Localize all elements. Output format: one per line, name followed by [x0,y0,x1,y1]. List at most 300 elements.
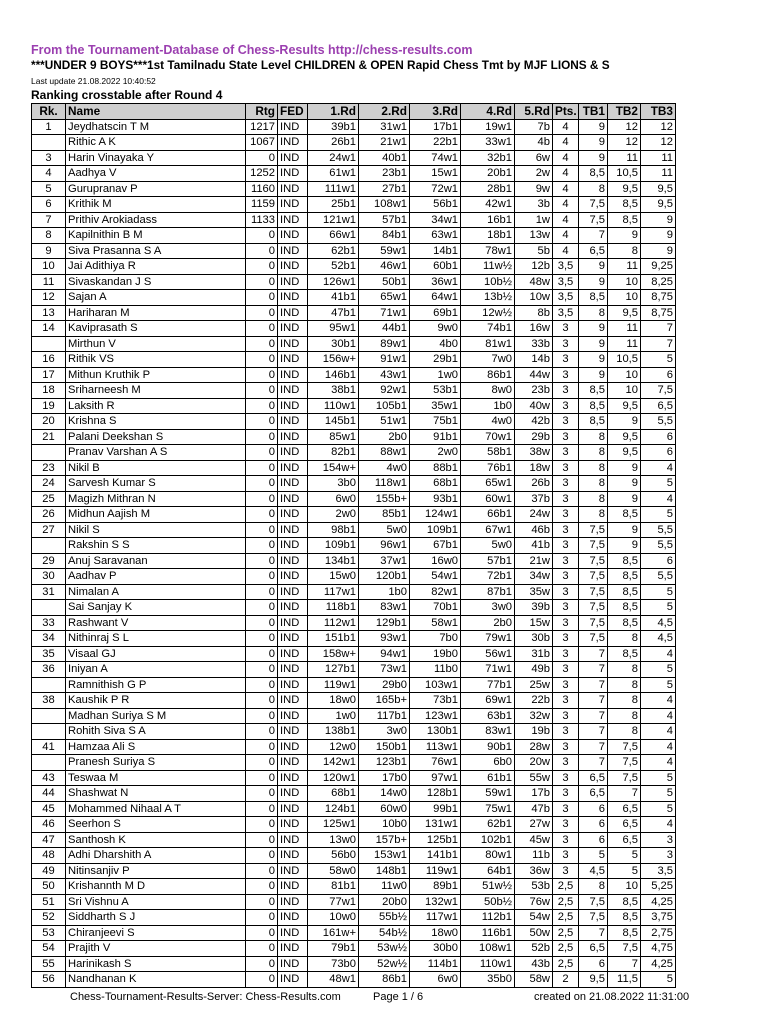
rating-cell: 0 [246,646,278,662]
points-cell: 4 [553,150,579,166]
round2-cell: 31w1 [359,119,410,135]
round2-cell: 17b0 [359,770,410,786]
name-cell: Krishna S [66,414,246,430]
points-cell: 3 [553,429,579,445]
round1-cell: 81b1 [308,879,359,895]
round2-cell: 118w1 [359,476,410,492]
fed-cell: IND [278,925,308,941]
tb2-cell: 10,5 [608,352,641,368]
tb3-cell: 8,75 [641,290,676,306]
tb1-cell: 6 [579,817,608,833]
name-cell: Nikil S [66,522,246,538]
points-cell: 3 [553,507,579,523]
fed-cell: IND [278,972,308,988]
round4-cell: 58b1 [461,445,515,461]
round4-cell: 108w1 [461,941,515,957]
rank-cell: 27 [32,522,66,538]
tb3-cell: 6 [641,429,676,445]
round4-cell: 69w1 [461,693,515,709]
tb1-cell: 6,5 [579,770,608,786]
rank-cell: 18 [32,383,66,399]
table-row [32,429,676,445]
round2-cell: 117b1 [359,708,410,724]
rating-cell: 0 [246,367,278,383]
tb1-cell: 9 [579,135,608,151]
round1-cell: 26b1 [308,135,359,151]
rating-cell: 0 [246,801,278,817]
tb1-cell: 7 [579,755,608,771]
tb2-cell: 9 [608,414,641,430]
fed-cell: IND [278,398,308,414]
tb3-cell: 3,75 [641,910,676,926]
tb1-cell: 8 [579,879,608,895]
rank-cell [32,600,66,616]
tb3-cell: 5 [641,600,676,616]
tb1-cell: 6,5 [579,941,608,957]
points-cell: 3 [553,848,579,864]
table-row [32,879,676,895]
header-row [32,104,676,120]
tb3-cell: 5,5 [641,414,676,430]
round2-cell: 37w1 [359,553,410,569]
tb2-cell: 10 [608,383,641,399]
tb2-cell: 10,5 [608,166,641,182]
tb1-cell: 8 [579,507,608,523]
fed-cell: IND [278,383,308,399]
round4-cell: 32b1 [461,150,515,166]
rank-cell [32,677,66,693]
table-row [32,181,676,197]
table-row [32,212,676,228]
round1-cell: 73b0 [308,956,359,972]
rank-cell: 17 [32,367,66,383]
round3-cell: 74w1 [410,150,461,166]
fed-cell: IND [278,119,308,135]
round2-cell: 96w1 [359,538,410,554]
table-row [32,522,676,538]
tb1-cell: 6 [579,801,608,817]
name-cell: Nithinraj S L [66,631,246,647]
rating-cell: 0 [246,786,278,802]
rank-cell: 49 [32,863,66,879]
rating-cell: 1217 [246,119,278,135]
rank-cell: 44 [32,786,66,802]
round3-cell: 7b0 [410,631,461,647]
table-row [32,956,676,972]
round3-cell: 16w0 [410,553,461,569]
round5-cell: 53b [515,879,553,895]
name-cell: Kaviprasath S [66,321,246,337]
table-row [32,631,676,647]
name-cell: Adhi Dharshith A [66,848,246,864]
rating-cell: 0 [246,817,278,833]
round1-cell: 121w1 [308,212,359,228]
col-header-rd4: 4.Rd [461,104,515,120]
round5-cell: 35w [515,584,553,600]
points-cell: 2,5 [553,910,579,926]
round5-cell: 26b [515,476,553,492]
tb2-cell: 12 [608,135,641,151]
rating-cell: 0 [246,894,278,910]
name-cell: Siddharth S J [66,910,246,926]
round2-cell: 54b½ [359,925,410,941]
name-cell: Rakshin S S [66,538,246,554]
points-cell: 3 [553,693,579,709]
round3-cell: 68b1 [410,476,461,492]
tb3-cell: 4 [641,491,676,507]
fed-cell: IND [278,662,308,678]
round1-cell: 79b1 [308,941,359,957]
round4-cell: 61b1 [461,770,515,786]
round3-cell: 76w1 [410,755,461,771]
name-cell: Nimalan A [66,584,246,600]
round3-cell: 30b0 [410,941,461,957]
round5-cell: 3b [515,197,553,213]
tb3-cell: 4 [641,693,676,709]
table-row [32,553,676,569]
round1-cell: 39b1 [308,119,359,135]
last-update: Last update 21.08.2022 10:40:52 [31,76,156,86]
round1-cell: 124b1 [308,801,359,817]
rank-cell: 53 [32,925,66,941]
tb3-cell: 7 [641,321,676,337]
rank-cell: 35 [32,646,66,662]
points-cell: 3 [553,677,579,693]
rating-cell: 0 [246,677,278,693]
name-cell: Gurupranav P [66,181,246,197]
round2-cell: 150b1 [359,739,410,755]
tb3-cell: 9 [641,212,676,228]
round3-cell: 4b0 [410,336,461,352]
round1-cell: 127b1 [308,662,359,678]
round2-cell: 23b1 [359,166,410,182]
rank-cell: 23 [32,460,66,476]
rank-cell: 36 [32,662,66,678]
points-cell: 4 [553,135,579,151]
round5-cell: 4b [515,135,553,151]
round1-cell: 85w1 [308,429,359,445]
fed-cell: IND [278,290,308,306]
round4-cell: 78w1 [461,243,515,259]
points-cell: 3 [553,755,579,771]
tb1-cell: 8 [579,476,608,492]
fed-cell: IND [278,212,308,228]
fed-cell: IND [278,724,308,740]
round4-cell: 57b1 [461,553,515,569]
round2-cell: 50b1 [359,274,410,290]
fed-cell: IND [278,135,308,151]
points-cell: 3 [553,367,579,383]
table-row [32,336,676,352]
tb3-cell: 5 [641,801,676,817]
tb1-cell: 7,5 [579,197,608,213]
tb3-cell: 12 [641,135,676,151]
name-cell: Kaushik P R [66,693,246,709]
round2-cell: 53w½ [359,941,410,957]
round1-cell: 25b1 [308,197,359,213]
name-cell: Sri Vishnu A [66,894,246,910]
round4-cell: 18b1 [461,228,515,244]
table-row [32,755,676,771]
rating-cell: 0 [246,708,278,724]
round2-cell: 73w1 [359,662,410,678]
rank-cell: 13 [32,305,66,321]
fed-cell: IND [278,305,308,321]
round3-cell: 103w1 [410,677,461,693]
tb2-cell: 8 [608,724,641,740]
name-cell: Hamzaa Ali S [66,739,246,755]
col-header-tb3: TB3 [641,104,676,120]
fed-cell: IND [278,460,308,476]
round4-cell: 116b1 [461,925,515,941]
points-cell: 3 [553,491,579,507]
tb1-cell: 8,5 [579,414,608,430]
round3-cell: 123w1 [410,708,461,724]
round4-cell: 80w1 [461,848,515,864]
points-cell: 3 [553,383,579,399]
tb2-cell: 8 [608,708,641,724]
round5-cell: 8b [515,305,553,321]
points-cell: 3,5 [553,290,579,306]
points-cell: 3 [553,398,579,414]
round5-cell: 21w [515,553,553,569]
tb1-cell: 8,5 [579,290,608,306]
round2-cell: 1b0 [359,584,410,600]
tb1-cell: 9 [579,336,608,352]
name-cell: Siva Prasanna S A [66,243,246,259]
rating-cell: 0 [246,398,278,414]
round4-cell: 67w1 [461,522,515,538]
round1-cell: 68b1 [308,786,359,802]
tb3-cell: 4,25 [641,956,676,972]
round2-cell: 10b0 [359,817,410,833]
tb2-cell: 11 [608,150,641,166]
round4-cell: 7w0 [461,352,515,368]
tb3-cell: 11 [641,166,676,182]
col-header-rtg: Rtg [246,104,278,120]
tb1-cell: 7 [579,708,608,724]
name-cell: Magizh Mithran N [66,491,246,507]
round3-cell: 75b1 [410,414,461,430]
name-cell: Nikil B [66,460,246,476]
rank-cell: 41 [32,739,66,755]
table-row [32,646,676,662]
round2-cell: 46w1 [359,259,410,275]
round3-cell: 72w1 [410,181,461,197]
fed-cell: IND [278,956,308,972]
tb2-cell: 8,5 [608,584,641,600]
source-line: From the Tournament-Database of Chess-Results http://chess-results.com [31,43,473,57]
tb3-cell: 5,5 [641,569,676,585]
points-cell: 3 [553,770,579,786]
rank-cell: 19 [32,398,66,414]
points-cell: 3 [553,460,579,476]
round1-cell: 145b1 [308,414,359,430]
tb3-cell: 9,5 [641,197,676,213]
round4-cell: 12w½ [461,305,515,321]
round1-cell: 13w0 [308,832,359,848]
points-cell: 4 [553,197,579,213]
points-cell: 3 [553,801,579,817]
rank-cell: 7 [32,212,66,228]
tb2-cell: 8 [608,677,641,693]
rating-cell: 0 [246,445,278,461]
round1-cell: 56b0 [308,848,359,864]
round5-cell: 18w [515,460,553,476]
round2-cell: 3w0 [359,724,410,740]
round2-cell: 27b1 [359,181,410,197]
points-cell: 3,5 [553,305,579,321]
points-cell: 3 [553,724,579,740]
rating-cell: 1160 [246,181,278,197]
table-row [32,569,676,585]
rating-cell: 0 [246,336,278,352]
points-cell: 3 [553,476,579,492]
tb2-cell: 9 [608,491,641,507]
rank-cell: 16 [32,352,66,368]
tb2-cell: 9,5 [608,181,641,197]
round3-cell: 82w1 [410,584,461,600]
round1-cell: 156w+ [308,352,359,368]
rank-cell: 3 [32,150,66,166]
round5-cell: 2w [515,166,553,182]
table-row [32,243,676,259]
round3-cell: 93b1 [410,491,461,507]
table-row [32,584,676,600]
table-row [32,677,676,693]
points-cell: 3 [553,817,579,833]
rank-cell: 9 [32,243,66,259]
fed-cell: IND [278,569,308,585]
tb2-cell: 7,5 [608,941,641,957]
name-cell: Harinikash S [66,956,246,972]
round2-cell: 40b1 [359,150,410,166]
round1-cell: 161w+ [308,925,359,941]
tb2-cell: 8 [608,243,641,259]
round5-cell: 11b [515,848,553,864]
ranking-title: Ranking crosstable after Round 4 [31,88,223,102]
points-cell: 3,5 [553,259,579,275]
round1-cell: 15w0 [308,569,359,585]
round1-cell: 82b1 [308,445,359,461]
points-cell: 3 [553,445,579,461]
tb1-cell: 6,5 [579,243,608,259]
fed-cell: IND [278,445,308,461]
round2-cell: 108w1 [359,197,410,213]
table-row [32,724,676,740]
round3-cell: 18w0 [410,925,461,941]
tb2-cell: 6,5 [608,801,641,817]
name-cell: Rithik VS [66,352,246,368]
tb2-cell: 10 [608,274,641,290]
tb1-cell: 4,5 [579,863,608,879]
round1-cell: 61w1 [308,166,359,182]
points-cell: 4 [553,243,579,259]
round2-cell: 2b0 [359,429,410,445]
rank-cell [32,135,66,151]
round1-cell: 125w1 [308,817,359,833]
tb3-cell: 4 [641,739,676,755]
table-row [32,925,676,941]
table-row [32,305,676,321]
round4-cell: 20b1 [461,166,515,182]
round2-cell: 92w1 [359,383,410,399]
table-row [32,801,676,817]
round1-cell: 151b1 [308,631,359,647]
round4-cell: 112b1 [461,910,515,926]
name-cell: Nitinsanjiv P [66,863,246,879]
round5-cell: 41b [515,538,553,554]
round1-cell: 118b1 [308,600,359,616]
tb2-cell: 9 [608,476,641,492]
tb3-cell: 4,5 [641,631,676,647]
points-cell: 2,5 [553,941,579,957]
table-row [32,910,676,926]
tb1-cell: 8 [579,429,608,445]
round5-cell: 37b [515,491,553,507]
tb2-cell: 7,5 [608,739,641,755]
rank-cell: 54 [32,941,66,957]
tb3-cell: 3 [641,832,676,848]
round5-cell: 33b [515,336,553,352]
rating-cell: 0 [246,755,278,771]
points-cell: 4 [553,119,579,135]
points-cell: 3 [553,832,579,848]
footer-created: created on 21.08.2022 11:31:00 [534,991,690,1003]
table-row [32,708,676,724]
tb3-cell: 9 [641,243,676,259]
round4-cell: 35b0 [461,972,515,988]
tb2-cell: 8,5 [608,212,641,228]
round1-cell: 110w1 [308,398,359,414]
name-cell: Sarvesh Kumar S [66,476,246,492]
round1-cell: 134b1 [308,553,359,569]
name-cell: Hariharan M [66,305,246,321]
points-cell: 3 [553,584,579,600]
tb1-cell: 8 [579,181,608,197]
round4-cell: 6b0 [461,755,515,771]
fed-cell: IND [278,414,308,430]
round4-cell: 81w1 [461,336,515,352]
tb3-cell: 3 [641,848,676,864]
round4-cell: 90b1 [461,739,515,755]
tb3-cell: 5,5 [641,522,676,538]
fed-cell: IND [278,941,308,957]
rating-cell: 0 [246,631,278,647]
round1-cell: 95w1 [308,321,359,337]
tb2-cell: 12 [608,119,641,135]
round1-cell: 30b1 [308,336,359,352]
round1-cell: 1w0 [308,708,359,724]
name-cell: Shashwat N [66,786,246,802]
round5-cell: 32w [515,708,553,724]
round2-cell: 59w1 [359,243,410,259]
round3-cell: 6w0 [410,972,461,988]
tb3-cell: 5,25 [641,879,676,895]
round4-cell: 1b0 [461,398,515,414]
tb1-cell: 7,5 [579,212,608,228]
round4-cell: 65w1 [461,476,515,492]
round3-cell: 2w0 [410,445,461,461]
round1-cell: 77w1 [308,894,359,910]
round4-cell: 51w½ [461,879,515,895]
round3-cell: 114b1 [410,956,461,972]
round3-cell: 131w1 [410,817,461,833]
points-cell: 3 [553,786,579,802]
table-row [32,321,676,337]
rank-cell [32,445,66,461]
name-cell: Anuj Saravanan [66,553,246,569]
